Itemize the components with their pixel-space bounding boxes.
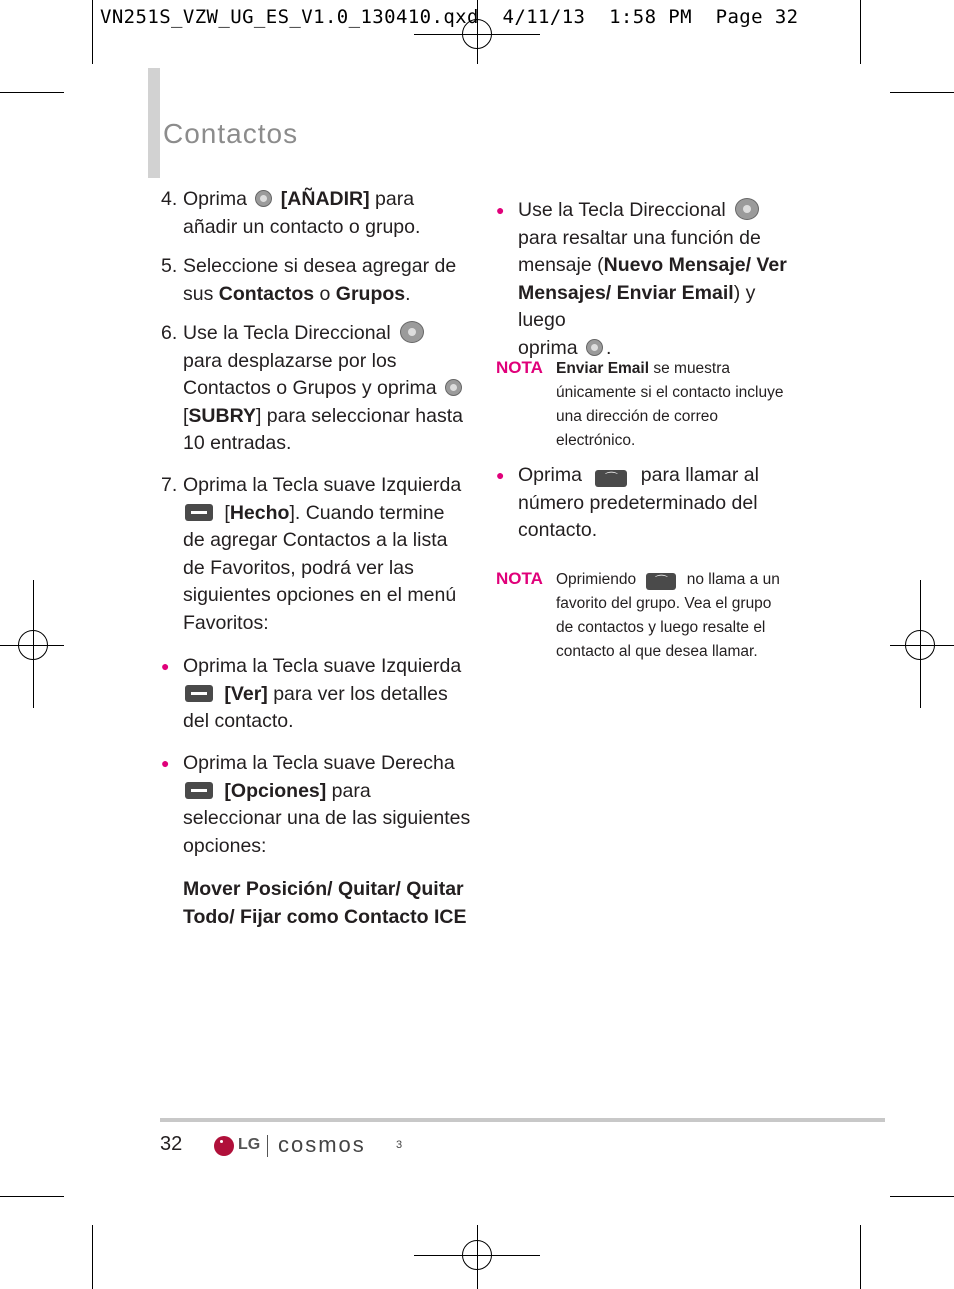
left-soft-key-icon bbox=[185, 685, 213, 702]
ok-key-icon bbox=[586, 339, 603, 356]
directional-key-icon bbox=[400, 321, 424, 343]
nota-call: Oprimiendo ⌒ no llama a un favorito del grupo. Vea el grupo de contactos y luego resalte el contacto al que desea llamar. bbox=[556, 571, 780, 660]
page-number: 32 bbox=[160, 1133, 183, 1155]
registration-mark bbox=[18, 630, 48, 660]
directional-key-icon bbox=[735, 198, 759, 220]
bullet-icon: ● bbox=[161, 658, 170, 674]
crop-mark bbox=[860, 0, 861, 64]
crop-mark bbox=[860, 1225, 861, 1289]
bullet-icon: ● bbox=[161, 755, 170, 771]
nota-label: NOTA bbox=[496, 569, 543, 588]
right-soft-key-icon bbox=[185, 782, 213, 799]
brand-name: LG bbox=[238, 1136, 261, 1153]
print-slug: VN251S_VZW_UG_ES_V1.0_130410.qxd 4/11/13 1:58 PM Page 32 bbox=[100, 6, 799, 28]
registration-mark bbox=[462, 1240, 492, 1270]
footer-rule bbox=[160, 1118, 885, 1122]
send-key-icon: ⌒ bbox=[595, 470, 627, 487]
ok-key-icon bbox=[445, 379, 462, 396]
bullet-icon: ● bbox=[496, 467, 505, 483]
footer-separator bbox=[267, 1135, 268, 1157]
registration-mark bbox=[905, 630, 935, 660]
step-6: 6. Use la Tecla Direccional para desplazarse por los Contactos o Grupos y oprima [SUBRY] para seleccionar hasta 10 entradas. bbox=[161, 322, 464, 454]
crop-mark bbox=[92, 0, 93, 64]
crop-mark bbox=[890, 92, 954, 93]
product-name: cosmos bbox=[278, 1132, 366, 1157]
nota-label: NOTA bbox=[496, 358, 543, 377]
step-7: 7. Oprima la Tecla suave Izquierda [Hecho]. Cuando termine de agregar Contactos a la lista de Favoritos, podrá ver las siguientes opciones en el menú Favoritos: bbox=[161, 474, 462, 634]
crop-mark bbox=[92, 1225, 93, 1289]
nota-email: Enviar Email se muestra únicamente si el contacto incluye una dirección de correo electrónico. bbox=[556, 360, 784, 449]
crop-mark bbox=[890, 1196, 954, 1197]
crop-mark bbox=[0, 92, 64, 93]
step-4: 4. Oprima [AÑADIR] para añadir un contacto o grupo. bbox=[161, 188, 421, 238]
send-key-icon: ⌒ bbox=[646, 573, 676, 590]
crop-mark bbox=[0, 1196, 64, 1197]
page-title: Contactos bbox=[163, 118, 299, 149]
title-bar bbox=[148, 68, 160, 178]
bullet-icon: ● bbox=[496, 202, 505, 218]
left-soft-key-icon bbox=[185, 504, 213, 521]
lg-logo-icon bbox=[214, 1136, 234, 1156]
step-5: 5. Seleccione si desea agregar de sus Contactos o Grupos. bbox=[161, 255, 457, 305]
ok-key-icon bbox=[255, 190, 272, 207]
product-version: 3 bbox=[396, 1139, 403, 1151]
